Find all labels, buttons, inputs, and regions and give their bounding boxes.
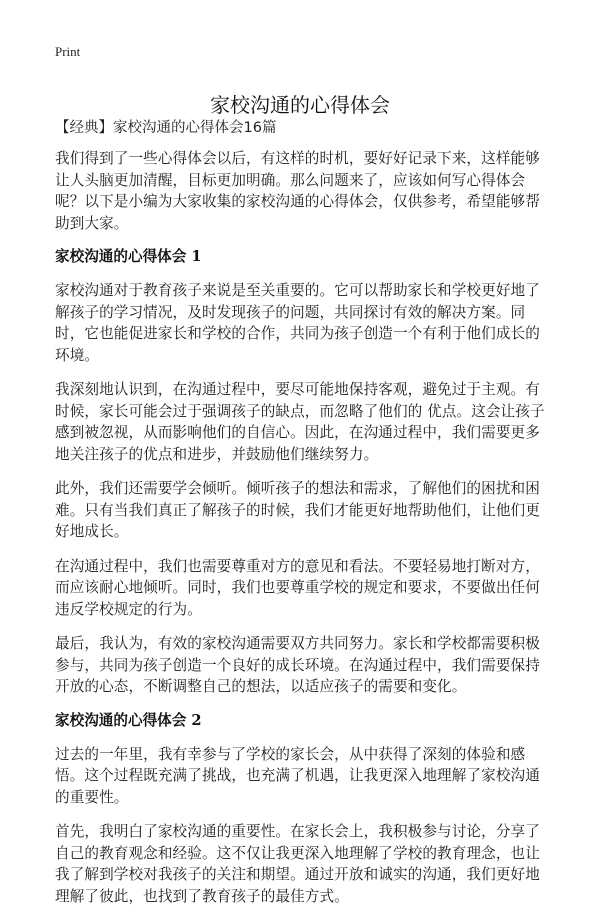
paragraph: 在沟通过程中，我们也需要尊重对方的意见和看法。不要轻易地打断对方，而应该耐心地倾听。同时，我们也要尊重学校的规定和要求，不要做出任何违反学校规定的行为。 xyxy=(55,557,540,618)
paragraph: 家校沟通对于教育孩子来说是至关重要的。它可以帮助家长和学校更好地了解孩子的学习情况，及时发现孩子的问题，共同探讨有效的解决方案。同时，它也能促进家长和学校的合作，共同为孩子创造一个有利于他们成长的环境。 xyxy=(55,282,540,364)
document-subtitle: 【经典】家校沟通的心得体会16篇 xyxy=(55,120,277,136)
document-body xyxy=(55,148,547,920)
section-heading: 家校沟通的心得体会 1 xyxy=(55,248,202,265)
print-label: Print xyxy=(55,44,81,59)
paragraph: 最后，我认为，有效的家校沟通需要双方共同努力。家长和学校都需要积极参与，共同为孩子创造一个良好的成长环境。在沟通过程中，我们需要保持开放的心态，不断调整自己的想法，以适应孩子的需要和变化。 xyxy=(55,635,540,695)
paragraph: 此外，我们还需要学会倾听。倾听孩子的想法和需求，了解他们的困扰和困难。只有当我们真正了解孩子的时候，我们才能更好地帮助他们，让他们更好地成长。 xyxy=(55,480,540,540)
paragraph: 我深刻地认识到，在沟通过程中，要尽可能地保持客观，避免过于主观。有时候，家长可能会过于强调孩子的缺点，而忽略了他们的 优点。这会让孩子感到被忽视，从而影响他们的自信心。因此，在沟通过程中，我们需要更多地关注孩子的优点和进步，并鼓励他们继续努力。 xyxy=(55,381,545,463)
section-heading: 家校沟通的心得体会 2 xyxy=(55,711,202,729)
paragraph: 首先，我明白了家校沟通的重要性。在家长会上，我积极参与讨论，分享了自己的教育观念和经验。这不仅让我更深入地理解了学校的教育理念，也让我了解到学校对我孩子的关注和期望。通过开放和诚实的沟通，我们更好地理解了彼此，也找到了教育孩子的最佳方式。 xyxy=(55,823,540,905)
document-title: 家校沟通的心得体会 xyxy=(210,93,390,118)
intro-paragraph: 我们得到了一些心得体会以后，有这样的时机，要好好记录下来，这样能够让人头脑更加清醒，目标更加明确。那么问题来了，应该如何写心得体会呢？以下是小编为大家收集的家校沟通的心得体会，仅供参考，希望能够帮助到大家。 xyxy=(55,150,540,232)
paragraph: 过去的一年里，我有幸参与了学校的家长会，从中获得了深刻的体验和感悟。这个过程既充满了挑战，也充满了机遇，让我更深入地理解了家校沟通的重要性。 xyxy=(55,745,540,806)
